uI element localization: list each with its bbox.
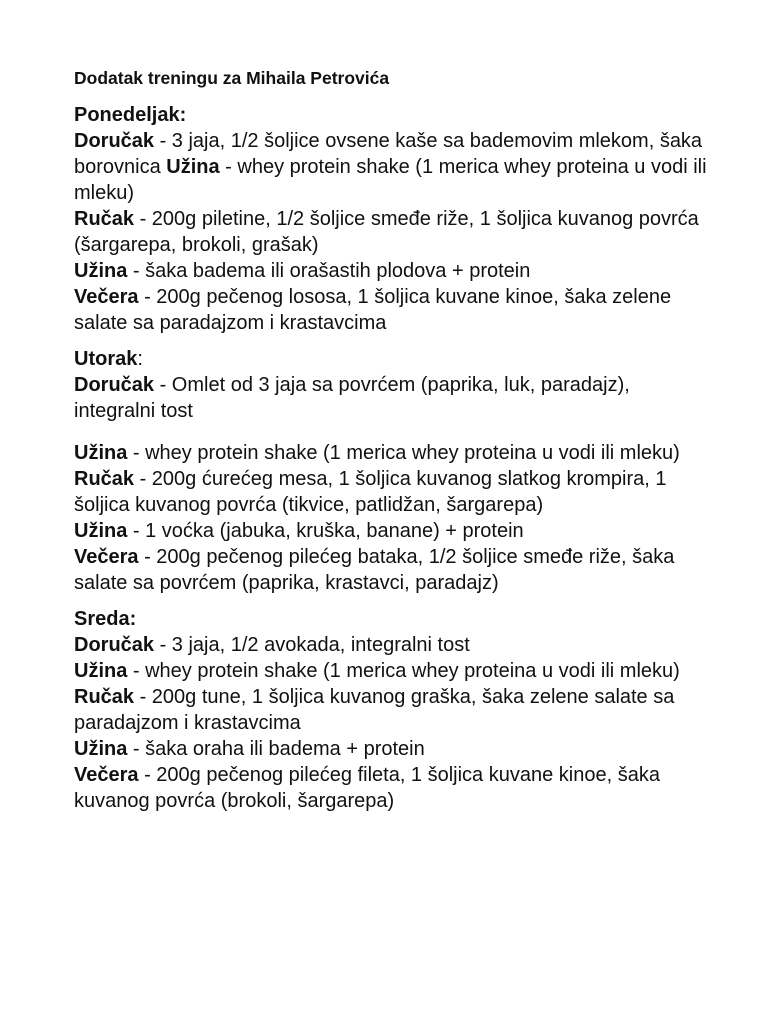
meal-label: Večera xyxy=(74,286,139,308)
meal-text: - 200g ćurećeg mesa, 1 šoljica kuvanog slatkog krompira, 1 šoljica kuvanog povrća (tikvice, patlidžan, šargarepa) xyxy=(74,468,667,516)
meal-vecera xyxy=(74,284,708,336)
meal-label: Užina xyxy=(74,260,128,282)
day-heading-text: Utorak xyxy=(74,348,138,370)
meal-uzina xyxy=(74,258,708,284)
meal-text: - 200g tune, 1 šoljica kuvanog graška, šaka zelene salate sa paradajzom i krastavcima xyxy=(74,686,675,734)
meal-dorucak xyxy=(74,632,708,658)
meal-text: - šaka badema ili orašastih plodova + protein xyxy=(127,260,531,282)
meal-text: - 3 jaja, 1/2 šoljice ovsene kaše sa bademovim mlekom, šaka borovnica xyxy=(74,130,703,178)
document-title: Dodatak treningu za Mihaila Petrovića xyxy=(74,68,390,88)
meal-label: Ručak xyxy=(74,468,135,490)
meal-rucak xyxy=(74,466,708,518)
meal-vecera xyxy=(74,762,708,814)
day-heading-sreda: Sreda: xyxy=(74,608,137,630)
meal-uzina xyxy=(74,736,708,762)
meal-rucak xyxy=(74,684,708,736)
meal-vecera xyxy=(74,544,708,596)
day-heading-utorak xyxy=(74,346,708,372)
meal-text: - šaka oraha ili badema + protein xyxy=(127,738,425,760)
meal-label: Užina xyxy=(74,520,128,542)
meal-text: - whey protein shake (1 merica whey proteina u vodi ili mleku) xyxy=(74,156,707,204)
meal-label: Užina xyxy=(166,156,220,178)
day-section-sreda xyxy=(74,606,708,814)
meal-text: - Omlet od 3 jaja sa povrćem (paprika, luk, paradajz), integralni tost xyxy=(74,374,630,422)
meal-label: Ručak xyxy=(74,208,135,230)
day-heading-ponedeljak: Ponedeljak: xyxy=(74,104,187,126)
day-heading-colon: : xyxy=(137,348,143,370)
meal-dorucak xyxy=(74,128,708,206)
meal-text: - 1 voćka (jabuka, kruška, banane) + protein xyxy=(127,520,524,542)
meal-text: - whey protein shake (1 merica whey proteina u vodi ili mleku) xyxy=(127,442,680,464)
meal-text: - 200g pečenog pilećeg fileta, 1 šoljica kuvane kinoe, šaka kuvanog povrća (brokoli, šargarepa) xyxy=(74,764,660,812)
meal-label: Doručak xyxy=(74,130,155,152)
meal-uzina xyxy=(74,518,708,544)
meal-rucak xyxy=(74,206,708,258)
meal-label: Doručak xyxy=(74,634,155,656)
meal-text: - 200g piletine, 1/2 šoljice smeđe riže, 1 šoljica kuvanog povrća (šargarepa, brokoli, grašak) xyxy=(74,208,699,256)
meal-label: Večera xyxy=(74,546,139,568)
meal-text: - whey protein shake (1 merica whey proteina u vodi ili mleku) xyxy=(127,660,680,682)
meal-label: Ručak xyxy=(74,686,135,708)
meal-uzina xyxy=(74,658,708,684)
meal-dorucak xyxy=(74,372,708,424)
meal-label: Užina xyxy=(74,738,128,760)
meal-text: - 3 jaja, 1/2 avokada, integralni tost xyxy=(154,634,470,656)
meal-text: - 200g pečenog lososa, 1 šoljica kuvane kinoe, šaka zelene salate sa paradajzom i krastavcima xyxy=(74,286,672,334)
meal-label: Doručak xyxy=(74,374,155,396)
meal-text: - 200g pečenog pilećeg bataka, 1/2 šoljice smeđe riže, šaka salate sa povrćem (paprika, krastavci, paradajz) xyxy=(74,546,675,594)
meal-label: Večera xyxy=(74,764,139,786)
day-section-ponedeljak xyxy=(74,102,708,336)
meal-label: Užina xyxy=(74,442,128,464)
meal-uzina xyxy=(74,440,708,466)
day-section-utorak xyxy=(74,346,708,596)
meal-label: Užina xyxy=(74,660,128,682)
